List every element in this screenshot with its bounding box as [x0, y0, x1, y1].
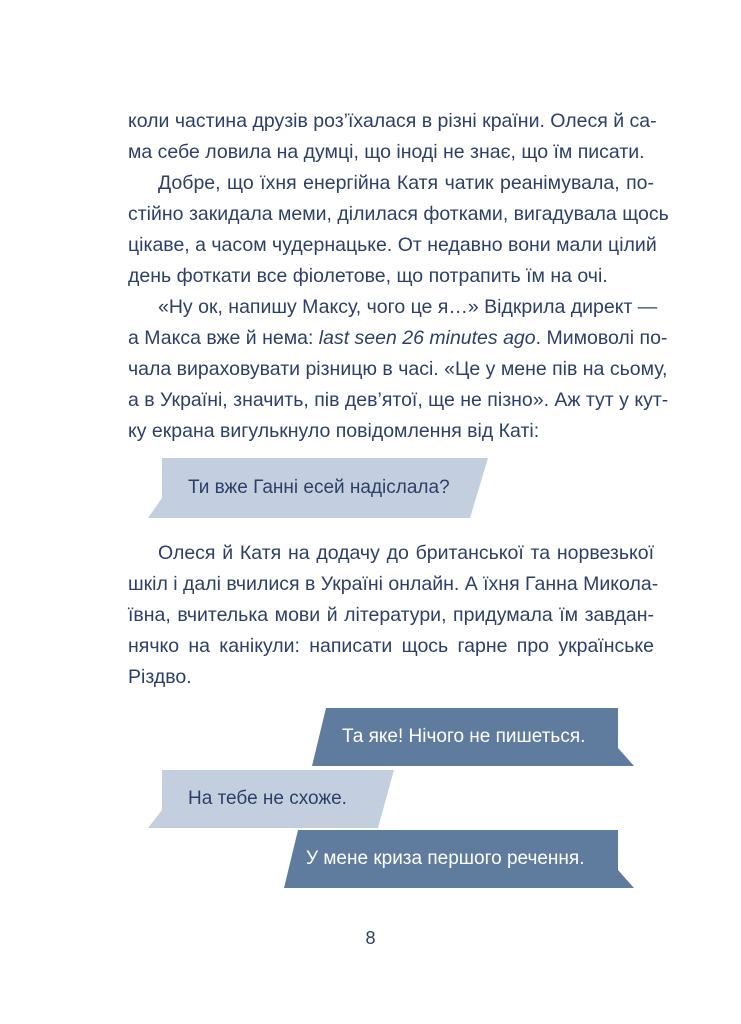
- page-number: 8: [365, 928, 376, 948]
- text-line: ївна, вчителька мови й літератури, придумала їм завдан-: [128, 604, 654, 626]
- text-line: Різдво.: [128, 666, 192, 688]
- text-line: ку екрана вигулькнуло повідомлення від Каті:: [128, 420, 540, 442]
- text-line: [128, 323, 668, 354]
- text-segment: . Мимоволі по-: [535, 327, 668, 349]
- chat-message-text: У мене криза першого речення.: [306, 848, 585, 869]
- last-seen-status: last seen 26 minutes ago: [318, 327, 536, 349]
- chat-bubble-katya: [148, 770, 394, 828]
- text-line: «Ну ок, напишу Максу, чого це я…» Відкрила директ —: [158, 296, 658, 318]
- chat-bubble-katya: [148, 458, 488, 518]
- text-line: нячко на канікули: написати щось гарне про українське: [128, 635, 654, 657]
- text-line: стійно закидала меми, ділилася фотками, вигадувала щось: [128, 203, 669, 225]
- text-line: день фоткати все фіолетове, що потрапить їм на очі.: [128, 265, 608, 287]
- chat-message-text: Ти вже Ганні есей надіслала?: [188, 477, 450, 498]
- chat-message-text: Та яке! Нічого не пишеться.: [342, 726, 586, 747]
- text-line: шкіл і далі вчилися в Україні онлайн. А їхня Ганна Микола-: [128, 573, 659, 595]
- chat-bubble-olesya: [312, 708, 634, 766]
- text-line: Олеся й Катя на додачу до британської та норвезької: [158, 542, 654, 564]
- chat-bubble-olesya: [284, 830, 634, 888]
- text-segment: а Макса вже й нема:: [128, 327, 319, 349]
- text-line: коли частина друзів роз’їхалася в різні країни. Олеся й са-: [128, 110, 657, 132]
- text-line: ма себе ловила на думці, що іноді не знає, що їм писати.: [128, 141, 645, 163]
- chat-message-text: На тебе не схоже.: [188, 788, 347, 809]
- text-line: чала вираховувати різницю в часі. «Це у мене пів на сьому,: [128, 358, 668, 380]
- text-line: цікаве, а часом чудернацьке. От недавно вони мали цілий: [128, 234, 657, 256]
- text-line: а в Україні, значить, пів дев’ятої, ще не пізно». Аж тут у кут-: [128, 389, 669, 411]
- text-line: Добре, що їхня енергійна Катя чатик реанімувала, по-: [158, 172, 654, 194]
